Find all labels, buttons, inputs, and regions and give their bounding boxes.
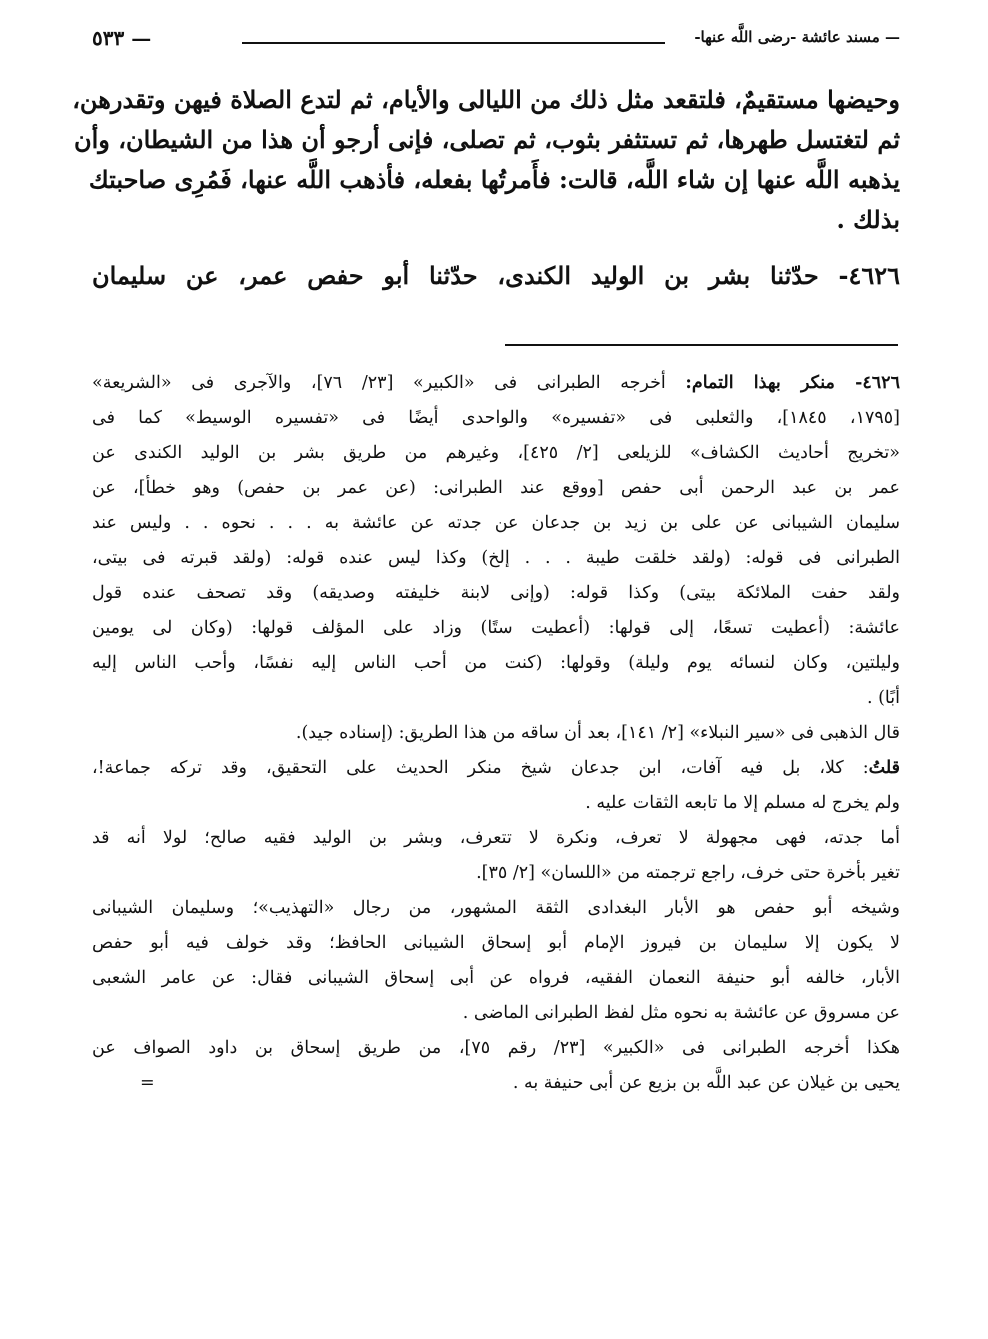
line-text: أبًا) . [866,688,900,708]
footnote-line [92,401,900,436]
line-text: الأبار، خالفه أبو حنيفة النعمان الفقيه، فرواه عن أبى إسحاق الشيبانى فقال: عن عامر الشعبى [92,968,900,988]
footnote-line [92,786,900,821]
line-text: بذلك . [836,205,900,234]
bold-lead: قلتُ [868,758,900,778]
footnote-line [92,646,900,681]
text-line [73,120,900,160]
text-line [88,160,900,200]
line-text: ولم يخرج له مسلم إلا ما تابعه الثقات عليه . [585,793,900,813]
footnote-line [92,716,900,751]
line-text: يذهبه اللَّه عنها إن شاء اللَّه، قالت: فأَمرتُها بفعله، فأذهب اللَّه عنها، فَمُرِى صاحبتك [88,165,900,194]
line-text: [١٧٩٥، ١٨٤٥]، والثعلبى فى «تفسيره» والواحدى أيضًا فى «تفسيره الوسيط» كما فى [92,408,900,428]
line-text: هكذا أخرجه الطبرانى فى «الكبير» [٢٣/ رقم ٧٥]، من طريق إسحاق بن داود الصواف عن [92,1038,900,1058]
header-rule [242,42,665,44]
line-text: «تخريج أحاديث الكشاف» للزيلعى [٢/ ٤٢٥]، وغيرهم من طريق بشر بن الوليد الكندى عن [92,443,900,463]
line-text: وحيضها مستقيمٌ، فلتقعد مثل ذلك من الليالى والأيام، ثم لتدع الصلاة فيهن وتقدرهن، [72,85,900,114]
line-text: عن مسروق عن عائشة به نحوه مثل لفظ الطبرانى الماضى . [462,1003,900,1023]
footnote-line [92,821,900,856]
footnote-line [92,751,900,786]
footnote-line [92,576,900,611]
line-text: بشر بن الوليد الكندى، حدّثنا أبو حفص عمر، عن سليمان [92,261,771,290]
text-line [92,200,900,240]
line-text: عمر بن عبد الرحمن أبى حفص [ووقع عند الطبرانى: (عن عمر بن حفص) وهو خطأ]، عن [92,478,900,498]
footnote-line [92,471,900,506]
footnote-separator [505,344,898,346]
line-text: : كلا، بل فيه آفات، ابن جدعان شيخ منكر الحديث على التحقيق، وقد تركه جماعة!، [92,758,869,778]
line-text: تغير بأخرة حتى خرف، راجع ترجمته من «اللسان» [٢/ ٣٥]. [476,863,900,883]
footnote-line [92,891,900,926]
footnote-line [92,856,900,891]
line-text: أخرجه الطبرانى فى «الكبير» [٢٣/ ٧٦]، والآجرى فى «الشريعة» [92,373,686,393]
line-text: الطبرانى فى قوله: (ولقد خلقت طيبة . . . إلخ) وكذا ليس عنده قوله: (ولقد قبرته فى بيتى، [92,548,900,568]
footnote-line [92,611,900,646]
footnote-line [92,996,900,1031]
line-text: ثم لتغتسل طهرها، ثم تستثفر بثوب، ثم تصلى، فإنى أرجو أن هذا من الشيطان، وأن [73,125,900,154]
line-text: أما جدته، فهى مجهولة لا تعرف، ونكرة لا تتعرف، وبشر بن الوليد فقيه صالح؛ لولا أنه قد [92,828,900,848]
bold-lead: ٤٦٢٦- منكر بهذا التمام: [685,373,900,393]
footnote-line [92,961,900,996]
footnotes [92,366,900,1101]
header-title: — مسند عائشة -رضى اللَّه عنها- [694,28,900,46]
bold-lead: ٤٦٢٦- حدّثنا [770,261,900,290]
line-text: سليمان الشيبانى عن على بن زيد بن جدعان عن جدته عن عائشة به . . . نحوه . . وليس عند [92,513,900,533]
footnote-line [92,541,900,576]
main-text [72,80,900,296]
footnote-line [92,366,900,401]
footnote-line [92,1066,900,1101]
running-header [92,26,900,58]
footnote-line [92,926,900,961]
footnote-line [92,506,900,541]
footnote-line [92,681,900,716]
line-text: وليلتين، وكان لنسائه يوم وليلة) وقولها: (كنت من أحب الناس إليه نفسًا، وأحب الناس إليه [92,653,901,673]
text-line [92,256,900,296]
text-line [72,80,900,120]
line-text: يحيى بن غيلان عن عبد اللَّه بن بزيع عن أبى حنيفة به . [512,1073,900,1093]
footnote-line [92,436,900,471]
line-text: لا يكون إلا سليمان بن فيروز الإمام أبو إسحاق الشيبانى الحافظ؛ وقد خولف فيه أبو حفص [92,933,900,953]
page-number: — ٥٣٣ [92,26,152,50]
line-text: عائشة: (أعطيت تسعًا، إلى قولها: (أعطيت ستًا) وزاد على المؤلف قولها: (وكان لى يومين [92,618,900,638]
line-text: ولقد حفت الملائكة بيتى) وكذا قوله: (وإنى لابنة خليفته وصديقه) وقد تصحف عنده قول [92,583,900,603]
footnote-line [92,1031,900,1066]
line-text: وشيخه أبو حفص هو الأبار البغدادى الثقة المشهور، من رجال «التهذيب»؛ وسليمان الشيبانى [92,898,900,918]
continuation-mark: = [140,1073,155,1093]
line-text: قال الذهبى فى «سير النبلاء» [٢/ ١٤١]، بعد أن ساقه من هذا الطريق: (إسناده جيد). [295,723,900,743]
